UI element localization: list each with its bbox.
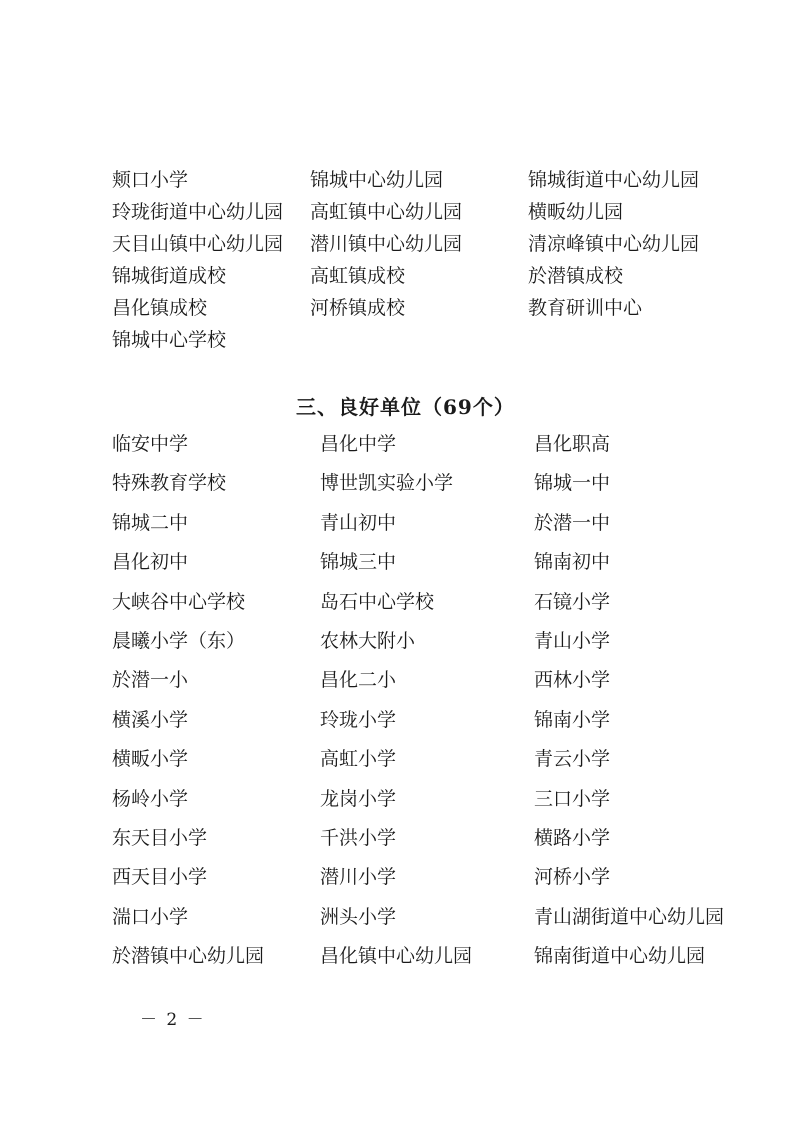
- list-item: 晨曦小学（东）: [112, 629, 246, 652]
- list-item: 教育研训中心: [528, 297, 643, 319]
- list-item: 锦城二中: [112, 511, 189, 534]
- list-item: 颊口小学: [112, 169, 189, 191]
- list-item: 锦城一中: [534, 472, 611, 495]
- page-number: － 2 －: [140, 1010, 206, 1030]
- list-item: 三口小学: [534, 787, 611, 810]
- list-item: 於潜镇中心幼儿园: [112, 945, 265, 968]
- list-item: 横畈幼儿园: [528, 201, 624, 223]
- list-item: 锦城三中: [320, 551, 397, 574]
- list-item: 昌化中学: [320, 433, 397, 455]
- list-item: 昌化二小: [320, 669, 397, 692]
- list-item: 天目山镇中心幼儿园: [112, 233, 284, 255]
- list-item: 锦城中心学校: [112, 329, 227, 351]
- list-item: 横畈小学: [112, 748, 189, 771]
- list-item: 锦城街道中心幼儿园: [528, 169, 700, 191]
- list-item: 横溪小学: [112, 708, 189, 731]
- list-item: 锦南初中: [534, 551, 611, 574]
- section-heading: 三、良好单位（69个）: [296, 395, 515, 419]
- list-item: 锦城街道成校: [112, 265, 227, 287]
- list-item: 於潜一小: [112, 669, 189, 692]
- list-item: 昌化初中: [112, 551, 189, 574]
- list-item: 昌化镇中心幼儿园: [320, 945, 473, 968]
- list-item: 潜川镇中心幼儿园: [310, 233, 463, 255]
- list-item: 岛石中心学校: [320, 590, 435, 613]
- list-item: 於潜一中: [534, 511, 611, 534]
- list-item: 西林小学: [534, 669, 611, 692]
- list-item: 高虹镇成校: [310, 265, 406, 287]
- list-item: 河桥镇成校: [310, 297, 406, 319]
- list-item: 西天目小学: [112, 866, 208, 889]
- list-item: 青山小学: [534, 629, 611, 652]
- list-item: 玲珑小学: [320, 708, 397, 731]
- list-item: 昌化职高: [534, 433, 611, 455]
- list-item: 龙岗小学: [320, 787, 397, 810]
- list-item: 特殊教育学校: [112, 472, 227, 495]
- list-item: 高虹小学: [320, 748, 397, 771]
- list-item: 湍口小学: [112, 905, 189, 928]
- unit-list-continued: [112, 164, 752, 356]
- list-item: 清凉峰镇中心幼儿园: [528, 233, 700, 255]
- list-item: 临安中学: [112, 433, 189, 455]
- list-item: 锦南街道中心幼儿园: [534, 945, 706, 968]
- list-item: 千洪小学: [320, 826, 397, 849]
- list-item: 石镜小学: [534, 590, 611, 613]
- list-item: 农林大附小: [320, 629, 416, 652]
- list-item: 青山湖街道中心幼儿园: [534, 905, 725, 928]
- good-unit-list: [112, 425, 752, 976]
- list-item: 於潜镇成校: [528, 265, 624, 287]
- list-item: 洲头小学: [320, 905, 397, 928]
- list-item: 博世凯实验小学: [320, 472, 454, 495]
- list-item: 锦南小学: [534, 708, 611, 731]
- list-item: 青山初中: [320, 511, 397, 534]
- list-item: 河桥小学: [534, 866, 611, 889]
- list-item: 大峡谷中心学校: [112, 590, 246, 613]
- list-item: 青云小学: [534, 748, 611, 771]
- list-item: 潜川小学: [320, 866, 397, 889]
- list-item: 杨岭小学: [112, 787, 189, 810]
- list-item: 锦城中心幼儿园: [310, 169, 444, 191]
- list-item: 昌化镇成校: [112, 297, 208, 319]
- list-item: 高虹镇中心幼儿园: [310, 201, 463, 223]
- list-item: 东天目小学: [112, 826, 208, 849]
- list-item: 横路小学: [534, 826, 611, 849]
- list-item: 玲珑街道中心幼儿园: [112, 201, 284, 223]
